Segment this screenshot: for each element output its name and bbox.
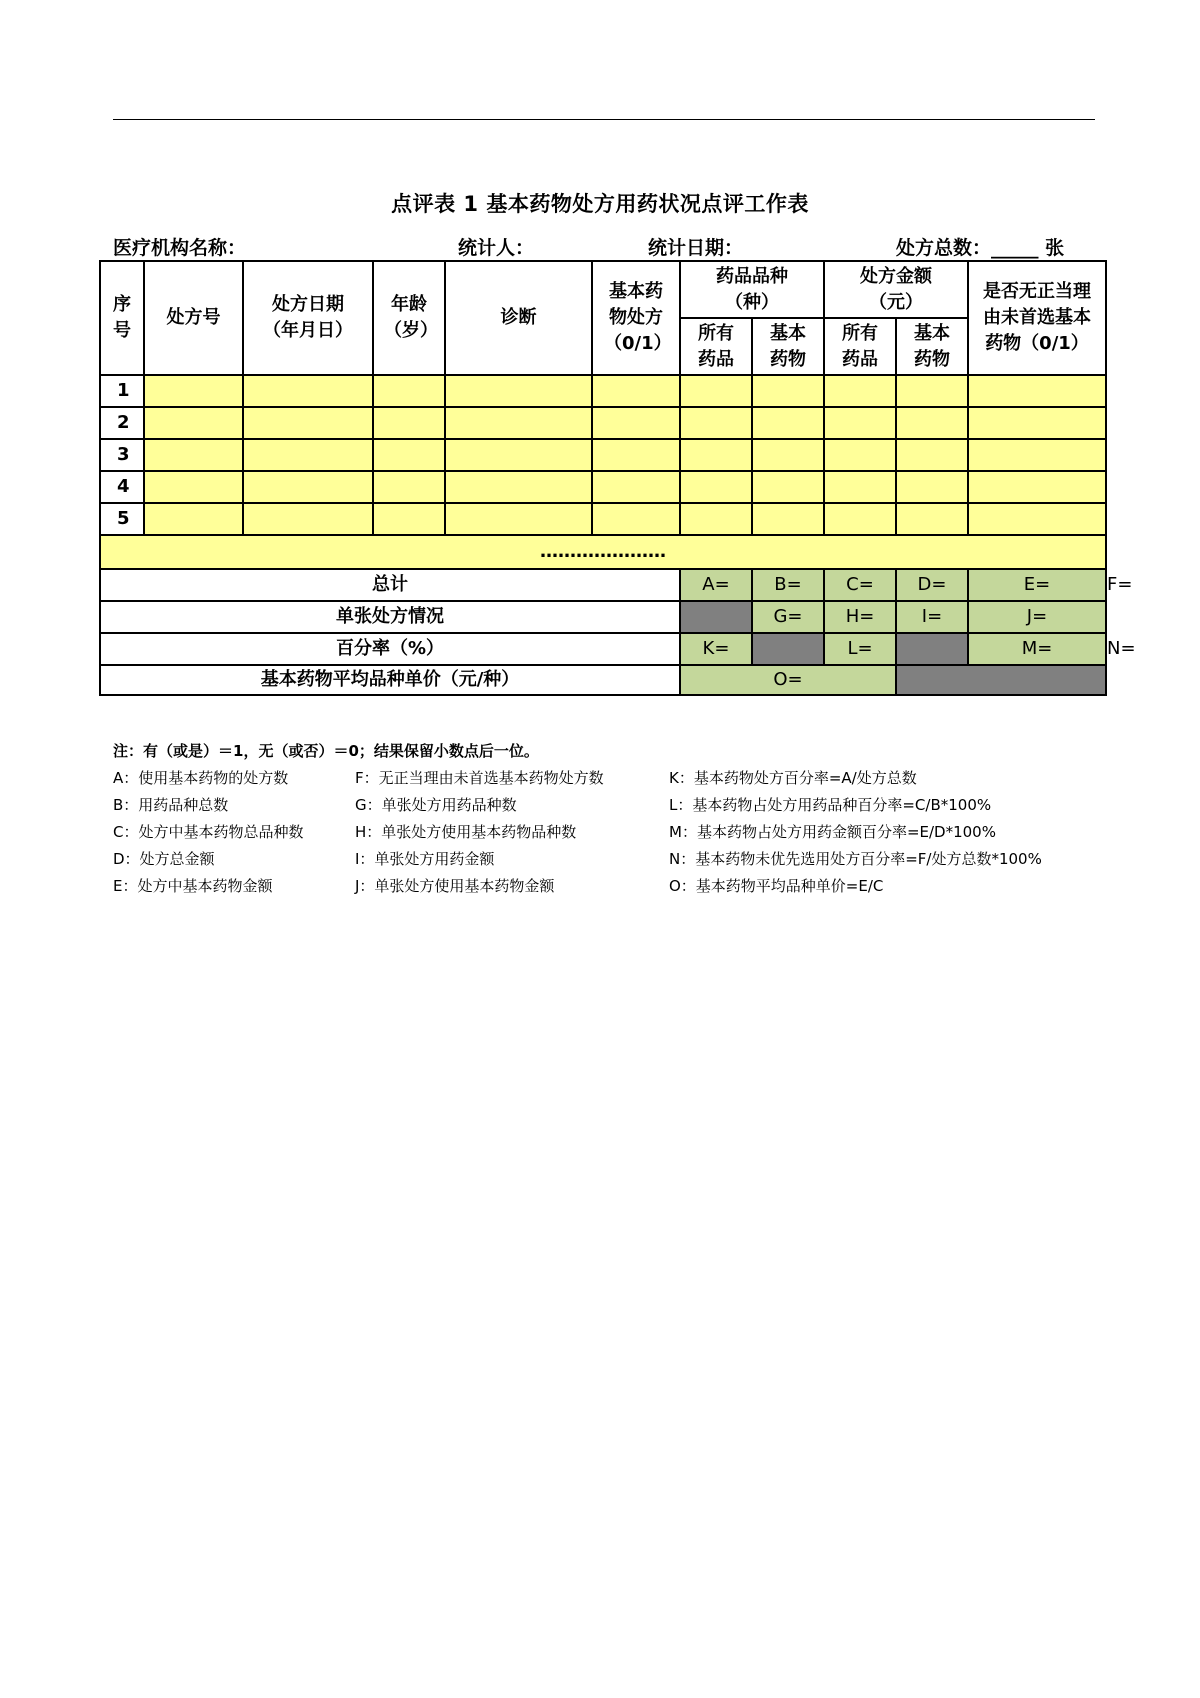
result-a[interactable]: A= xyxy=(680,569,752,601)
header-unjustified: 是否无正当理由未首选基本药物（0/1） xyxy=(968,261,1106,375)
single-rx-label: 单张处方情况 xyxy=(100,601,680,633)
blocked-cell xyxy=(680,601,752,633)
data-cell[interactable] xyxy=(445,439,592,471)
table-row xyxy=(100,439,1106,471)
data-cell[interactable] xyxy=(680,407,752,439)
note-h: H：单张处方使用基本药物品种数 xyxy=(355,823,577,841)
header-essential-rx: 基本药物处方（0/1） xyxy=(592,261,680,375)
data-cell[interactable] xyxy=(373,471,445,503)
data-cell[interactable] xyxy=(896,375,968,407)
table-row xyxy=(100,407,1106,439)
table-row xyxy=(100,503,1106,535)
result-m[interactable]: M= xyxy=(968,633,1106,665)
institution-label: 医疗机构名称： xyxy=(113,237,247,259)
data-cell[interactable] xyxy=(824,407,896,439)
data-cell[interactable] xyxy=(968,439,1106,471)
data-cell[interactable] xyxy=(243,471,373,503)
result-c[interactable]: C= xyxy=(824,569,896,601)
note-row xyxy=(113,821,996,848)
data-cell[interactable] xyxy=(680,471,752,503)
data-cell[interactable] xyxy=(592,503,680,535)
row-seq: 1 xyxy=(100,375,144,407)
data-cell[interactable] xyxy=(896,471,968,503)
top-rule xyxy=(113,119,1095,120)
result-d[interactable]: D= xyxy=(896,569,968,601)
note-row xyxy=(113,875,884,902)
result-k[interactable]: K= xyxy=(680,633,752,665)
data-cell[interactable] xyxy=(824,503,896,535)
data-cell[interactable] xyxy=(824,471,896,503)
notes-section xyxy=(113,740,1042,902)
data-cell[interactable] xyxy=(968,407,1106,439)
data-cell[interactable] xyxy=(824,439,896,471)
note-m: M：基本药物占处方用药金额百分率=E/D*100% xyxy=(669,823,996,841)
note-k: K：基本药物处方百分率=A/处方总数 xyxy=(669,769,917,787)
data-cell[interactable] xyxy=(243,407,373,439)
ellipsis-row: ………………… xyxy=(100,535,1106,569)
data-cell[interactable] xyxy=(243,503,373,535)
note-b: B：用药品种总数 xyxy=(113,796,229,814)
result-g[interactable]: G= xyxy=(752,601,824,633)
row-seq: 5 xyxy=(100,503,144,535)
stat-date-label: 统计日期： xyxy=(648,237,744,259)
note-d: D：处方总金额 xyxy=(113,850,215,868)
review-table: 序号 处方号 处方日期（年月日） 年龄（岁） 诊断 基本药物处方（0/1） 药品品种（种） 处方金额（元） 是否无正当理由未首选基本药物（0/1） 所有药品 基本药物 所有药品 基本药物 1 2 3 4 5 ………………… 总计 A= B= C= D= E= F= 单张处方情况 G= H= I= J= 百分率（%） K= L= M= N= 基本药物平均品种单价（元/种） O= xyxy=(99,260,1107,696)
header-rx-amount: 处方金额（元） xyxy=(824,261,968,318)
blocked-cell xyxy=(896,633,968,665)
table-row xyxy=(100,471,1106,503)
data-cell[interactable] xyxy=(752,471,824,503)
data-cell[interactable] xyxy=(680,375,752,407)
result-o[interactable]: O= xyxy=(680,665,896,695)
note-f: F：无正当理由未首选基本药物处方数 xyxy=(355,769,604,787)
data-cell[interactable] xyxy=(752,503,824,535)
data-cell[interactable] xyxy=(896,407,968,439)
note-n: N：基本药物未优先选用处方百分率=F/处方总数*100% xyxy=(669,850,1042,868)
data-cell[interactable] xyxy=(445,471,592,503)
header-amount-all: 所有药品 xyxy=(824,318,896,375)
data-cell[interactable] xyxy=(896,439,968,471)
data-cell[interactable] xyxy=(592,375,680,407)
data-cell[interactable] xyxy=(968,375,1106,407)
result-i[interactable]: I= xyxy=(896,601,968,633)
row-seq: 4 xyxy=(100,471,144,503)
data-cell[interactable] xyxy=(752,375,824,407)
header-variety-all: 所有药品 xyxy=(680,318,752,375)
header-diagnosis: 诊断 xyxy=(445,261,592,375)
avg-price-label: 基本药物平均品种单价（元/种） xyxy=(100,665,680,695)
note-j: J：单张处方使用基本药物金额 xyxy=(355,877,555,895)
data-cell[interactable] xyxy=(445,503,592,535)
data-cell[interactable] xyxy=(752,407,824,439)
data-cell[interactable] xyxy=(445,407,592,439)
data-cell[interactable] xyxy=(243,439,373,471)
header-variety-essential: 基本药物 xyxy=(752,318,824,375)
data-cell[interactable] xyxy=(373,439,445,471)
notes-heading: 注：有（或是）＝1，无（或否）＝0；结果保留小数点后一位。 xyxy=(113,742,539,760)
row-seq: 2 xyxy=(100,407,144,439)
data-cell[interactable] xyxy=(824,375,896,407)
data-cell[interactable] xyxy=(592,439,680,471)
data-cell[interactable] xyxy=(752,439,824,471)
header-rx-date: 处方日期（年月日） xyxy=(243,261,373,375)
header-seq: 序号 xyxy=(100,261,144,375)
total-label: 总计 xyxy=(100,569,680,601)
data-cell[interactable] xyxy=(592,407,680,439)
result-l[interactable]: L= xyxy=(824,633,896,665)
data-cell[interactable] xyxy=(968,471,1106,503)
note-row xyxy=(113,848,1042,875)
data-cell[interactable] xyxy=(144,375,243,407)
data-cell[interactable] xyxy=(445,375,592,407)
percent-label: 百分率（%） xyxy=(100,633,680,665)
note-o: O：基本药物平均品种单价=E/C xyxy=(669,877,884,895)
header-age: 年龄（岁） xyxy=(373,261,445,375)
statistician-label: 统计人： xyxy=(458,237,535,259)
blocked-cell xyxy=(752,633,824,665)
header-rx-number: 处方号 xyxy=(144,261,243,375)
result-h[interactable]: H= xyxy=(824,601,896,633)
data-cell[interactable] xyxy=(144,439,243,471)
total-rx-label: 处方总数：_____ 张 xyxy=(896,237,1065,259)
note-row xyxy=(113,767,917,794)
data-cell[interactable] xyxy=(373,407,445,439)
note-i: I：单张处方用药金额 xyxy=(355,850,495,868)
blocked-cell xyxy=(896,665,1106,695)
table-row xyxy=(100,375,1106,407)
note-a: A：使用基本药物的处方数 xyxy=(113,769,289,787)
data-cell[interactable] xyxy=(896,503,968,535)
note-g: G：单张处方用药品种数 xyxy=(355,796,517,814)
result-j[interactable]: J= xyxy=(968,601,1106,633)
result-e[interactable]: E= xyxy=(968,569,1106,601)
note-row xyxy=(113,794,992,821)
data-cell[interactable] xyxy=(680,439,752,471)
header-amount-essential: 基本药物 xyxy=(896,318,968,375)
data-cell[interactable] xyxy=(592,471,680,503)
page-title: 点评表 1 基本药物处方用药状况点评工作表 xyxy=(391,192,809,216)
row-seq: 3 xyxy=(100,439,144,471)
note-l: L：基本药物占处方用药品种百分率=C/B*100% xyxy=(669,796,992,814)
data-cell[interactable] xyxy=(373,375,445,407)
data-cell[interactable] xyxy=(680,503,752,535)
note-e: E：处方中基本药物金额 xyxy=(113,877,273,895)
data-cell[interactable] xyxy=(144,503,243,535)
note-c: C：处方中基本药物总品种数 xyxy=(113,823,304,841)
data-cell[interactable] xyxy=(144,407,243,439)
data-cell[interactable] xyxy=(144,471,243,503)
data-cell[interactable] xyxy=(968,503,1106,535)
header-drug-variety: 药品品种（种） xyxy=(680,261,824,318)
result-b[interactable]: B= xyxy=(752,569,824,601)
data-cell[interactable] xyxy=(243,375,373,407)
data-cell[interactable] xyxy=(373,503,445,535)
